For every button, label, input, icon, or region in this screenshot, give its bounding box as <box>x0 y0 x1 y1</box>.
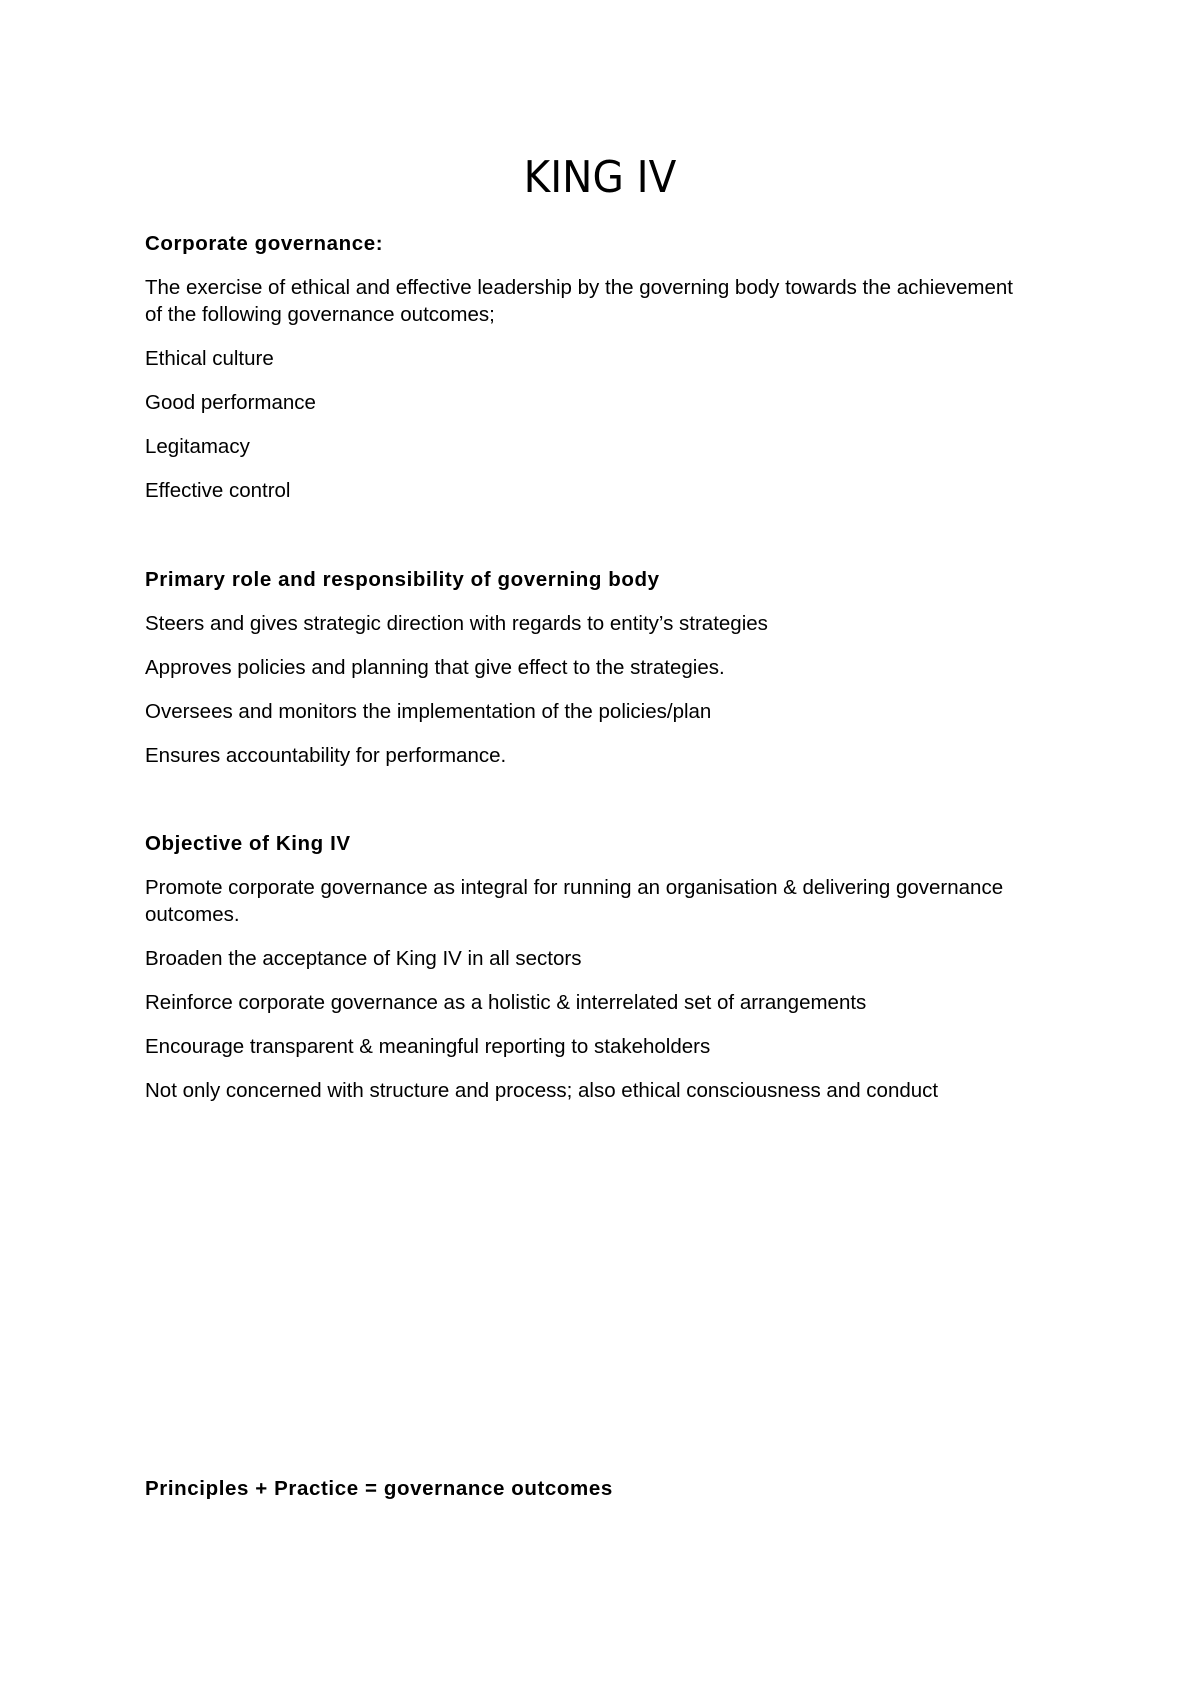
section-heading-primary-role: Primary role and responsibility of governing body <box>145 568 660 591</box>
objective-item-encourage: Encourage transparent & meaningful reporting to stakeholders <box>145 1035 711 1058</box>
role-item-steers: Steers and gives strategic direction with regards to entity’s strategies <box>145 612 768 635</box>
outcome-item-legitimacy: Legitamacy <box>145 435 250 458</box>
role-item-approves: Approves policies and planning that give effect to the strategies. <box>145 656 725 679</box>
objective-item-not-only: Not only concerned with structure and process; also ethical consciousness and conduct <box>145 1079 939 1102</box>
page-title: KING IV <box>523 152 677 203</box>
objective-item-promote: Promote corporate governance as integral for running an organisation & delivering governance outcomes. <box>145 876 1004 926</box>
outcome-item-good-performance: Good performance <box>145 391 316 414</box>
outcome-item-effective-control: Effective control <box>145 479 291 502</box>
role-item-ensures: Ensures accountability for performance. <box>145 744 507 767</box>
definition-paragraph: The exercise of ethical and effective leadership by the governing body towards the achievement of the following governance outcomes; <box>145 276 1013 326</box>
section-heading-objective: Objective of King IV <box>145 832 351 855</box>
objective-item-reinforce: Reinforce corporate governance as a holistic & interrelated set of arrangements <box>145 991 867 1014</box>
section-heading-corporate-governance: Corporate governance: <box>145 232 384 255</box>
governance-formula: Principles + Practice = governance outcomes <box>145 1477 613 1500</box>
outcome-item-ethical-culture: Ethical culture <box>145 347 274 370</box>
objective-item-broaden: Broaden the acceptance of King IV in all sectors <box>145 947 582 970</box>
role-item-oversees: Oversees and monitors the implementation of the policies/plan <box>145 700 712 723</box>
